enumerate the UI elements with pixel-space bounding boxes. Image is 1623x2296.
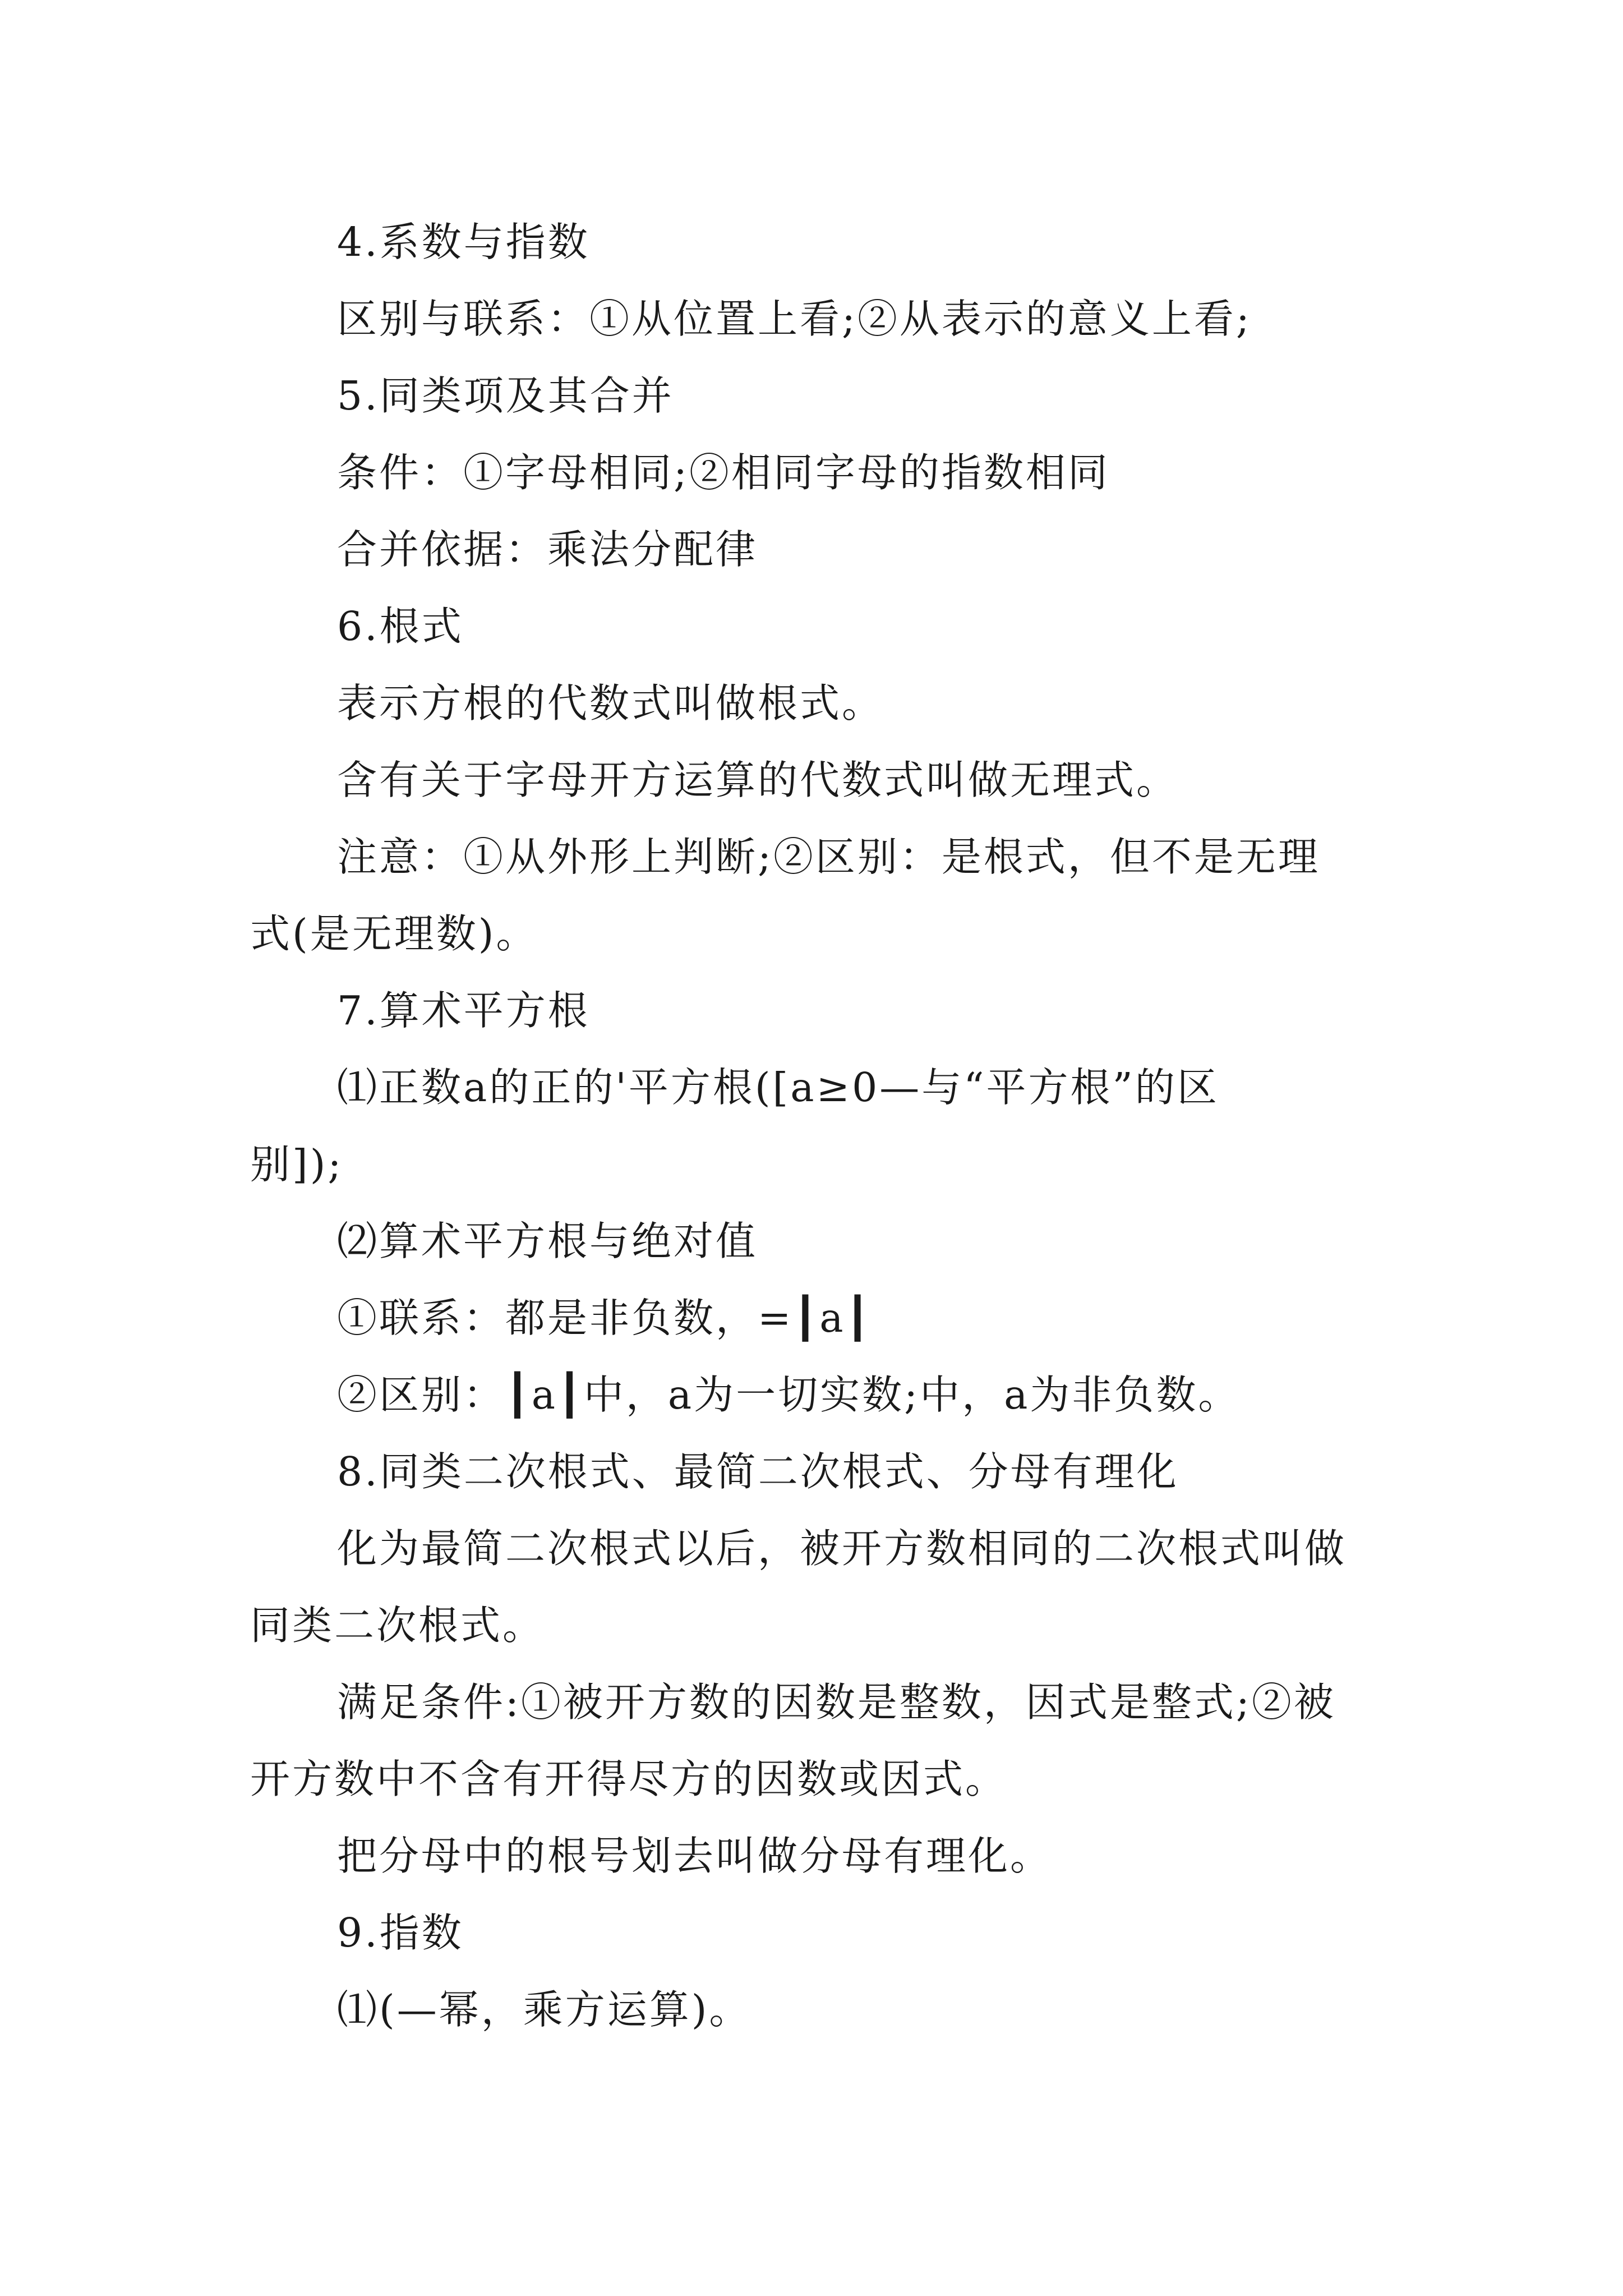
heading-exponent: 9.指数 <box>337 1910 464 1956</box>
paragraph-line: ⑴正数a的正的'平方根([a≥0—与“平方根”的区 <box>337 1064 1219 1111</box>
paragraph-line-continued: 式(是无理数)。 <box>250 910 538 957</box>
paragraph-line: ⑴(—幂，乘方运算)。 <box>337 1986 751 2033</box>
paragraph-line: ⑵算术平方根与绝对值 <box>337 1218 758 1264</box>
paragraph-line: 注意：①从外形上判断;②区别：是根式，但不是无理 <box>337 834 1320 880</box>
paragraph-line: 表示方根的代数式叫做根式。 <box>337 680 884 726</box>
heading-similar-radicals: 8.同类二次根式、最简二次根式、分母有理化 <box>337 1448 1179 1495</box>
paragraph-line-continued: 开方数中不含有开得尽方的因数或因式。 <box>250 1756 1008 1802</box>
heading-arithmetic-square-root: 7.算术平方根 <box>337 987 590 1034</box>
paragraph-line: 把分母中的根号划去叫做分母有理化。 <box>337 1833 1053 1879</box>
heading-like-terms: 5.同类项及其合并 <box>337 372 674 419</box>
paragraph-line: ②区别：┃a┃中，a为一切实数;中，a为非负数。 <box>337 1372 1241 1418</box>
paragraph-line: 条件：①字母相同;②相同字母的指数相同 <box>337 449 1110 496</box>
paragraph-line-continued: 同类二次根式。 <box>250 1602 545 1649</box>
paragraph-line: ①联系：都是非负数，=┃a┃ <box>337 1295 872 1341</box>
heading-coefficient-exponent: 4.系数与指数 <box>337 219 590 265</box>
paragraph-line: 满足条件:①被开方数的因数是整数，因式是整式;②被 <box>337 1679 1336 1726</box>
paragraph-line-continued: 别]); <box>250 1141 344 1188</box>
paragraph-line: 含有关于字母开方运算的代数式叫做无理式。 <box>337 757 1179 803</box>
paragraph-line: 合并依据：乘法分配律 <box>337 526 758 573</box>
paragraph-line: 区别与联系：①从位置上看;②从表示的意义上看; <box>337 296 1252 342</box>
heading-radical: 6.根式 <box>337 603 464 650</box>
paragraph-line: 化为最简二次根式以后，被开方数相同的二次根式叫做 <box>337 1525 1347 1572</box>
